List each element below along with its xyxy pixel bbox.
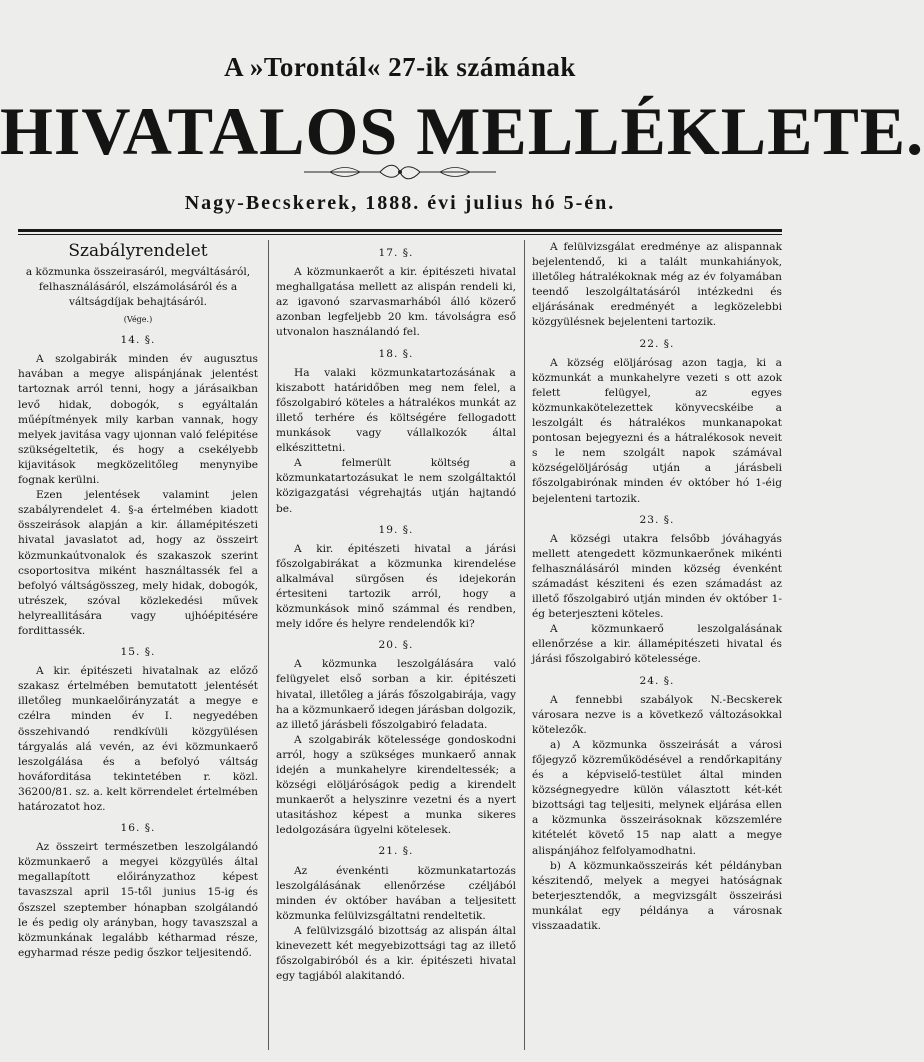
masthead-dateline: Nagy-Becskerek, 1888. évi julius hó 5-én.: [184, 192, 616, 214]
column-divider-2: [524, 240, 525, 1050]
document-subheading: a közmunka összeirasáról, megváltásáról, felhasználásáról, elszámolásáról és a váltságdíjak behajtásáról.: [25, 266, 251, 309]
section-number: 22. §.: [639, 337, 675, 350]
section-number: 21. §.: [378, 845, 414, 858]
section-number: 15. §.: [120, 646, 156, 659]
masthead-subtitle: A »Torontál« 27-ik számának: [224, 52, 576, 82]
paragraph: A fennebbi szabályok N.-Becskerek városara nezve is a következő változásokkal kötelezők.: [532, 693, 782, 736]
paragraph: A felmerült költség a közmunkatartozásukat le nem szolgáltaktól közigazgatási végrehajtás utján hajtandó be.: [276, 457, 516, 515]
section-number: 18. §.: [378, 347, 414, 360]
document-heading: Szabályrendelet: [68, 241, 208, 261]
section-number: 19. §.: [378, 523, 414, 536]
paragraph: A községi utakra felsőbb jóváhagyás mellett atengedett közmunkaerőnek mikénti felhasználásáról minden község évenként számadást késziteni és ezen számadást az illető főszolgabiró utján minden év október 1-ég beterjeszteni köteles.: [532, 532, 782, 621]
header-rule-thin: [18, 234, 782, 235]
paragraph: Az összeirt természetben leszolgálandó közmunkaerő a megyei közgyülés által megallapított előirányzathoz képest tavaszszal april 15-től junius 15-ig és őszszel szeptember hónapban szolgálandó le és pedig oly arányban, hogy tavaszszal a közmunkának legalább kétharmad része, egyharmad része pedig őszkor teljesitendő.: [18, 841, 258, 959]
ornament-divider: [300, 160, 500, 184]
masthead: [0, 0, 924, 232]
paragraph: b) A közmunkaösszeirás két példányban készitendő, melyek a megyei hatóságnak beterjesztendők, a megvizsgált összeirási munkálat egy példánya a városnak visszaadatik.: [532, 859, 782, 933]
paragraph: A község elöljárósag azon tagja, ki a közmunkát a munkahelyre vezeti s ott azok felett felügyel, az egyes közmunkakötelezettek könyvecskéibe a leszolgált és hátralékos munkanapokat pontosan bejegyezni és a hátralékosok neveit s le nem szolgált napok számával községelöljáróság utján a járásbeli főszolgabirónak minden év október hó 1-éig bejelenteni tartozik.: [532, 356, 782, 505]
paragraph: A kir. épitészeti hivatalnak az előző szakasz értelmében bemutatott jelentését illetőleg munkaelőirányzatát a megye e czélra minden év I. negyedében összehivandó rendkívüli közgyülésen tárgyalás alá vevén, az évi közmunkaerő leszolgálása és a befolyó váltság hováforditása tekintetében r. közl. 36200/81. sz. a. kelt körrendelet értelmében határozatot hoz.: [18, 665, 258, 813]
paragraph: A közmunkaerőt a kir. épitészeti hivatal meghallgatása mellett az alispán rendeli ki, az igavonó szarvasmarhából álló közerő azonban legfeljebb 20 km. távolságra eső utvonalon használandó fel.: [276, 266, 516, 339]
paragraph: A szolgabirák kötelessége gondoskodni arról, hogy a szükséges munkaerő annak idején a munkahelyre kirendeltessék; a községi elöljáróságok pedig a kirendelt munkaerőt a helyszinre vezetni és a nyert utasitáshoz képest a munka sikeres ledolgozására ügyelni kötelesek.: [276, 733, 516, 837]
section-number: 14. §.: [120, 334, 156, 347]
paragraph: A szolgabirák minden év augusztus havában a megye alispánjának jelentést tartoznak arról tenni, hogy a járásaikban levő hidak, dobogók, s egyáltalán műépítmények mily karban vannak, hogy melyek javitása vagy ujonnan való felépitése szükségeltetik, és hogy a csekélyebb kijavitások megközelitőleg menynyibe fognak kerülni.: [18, 353, 258, 487]
section-number: 24. §.: [639, 674, 675, 687]
paragraph: A felülvizsgáló bizottság az alispán által kinevezett két megyebizottsági tag az illető főszolgabiróból és a kir. épitészeti hivatal egy tagjából alakitandó.: [276, 924, 516, 983]
column-divider-1: [268, 240, 269, 1050]
paragraph: A kir. épitészeti hivatal a járási főszolgabirákat a közmunka kirendelése alkalmával sürgősen és idejekorán értesiteni tartozik arról, hogy a közmunkások minő számmal és rendben, mely időre és helyre rendelendők ki?: [276, 542, 516, 631]
paragraph: Ezen jelentések valamint jelen szabályrendelet 4. §-a értelmében kiadott összeirások alapján a kir. államépitészeti hivatal javaslatot ad, hogy az összeirt közmunkaútvonalok és szakaszok szerint csoportositva miként használtassék fel a befolyó váltságösszeg, mely hidak, dobogók, utrészek, szóval közlekedési művek helyreallitására vagy ujhóépitésére fordittassék.: [18, 489, 258, 637]
paragraph: Az évenkénti közmunkatartozás leszolgálásának ellenőrzése czéljából minden év október havában a teljesitett közmunka felülvizsgáltatni rendeltetik.: [276, 864, 516, 922]
section-number: 17. §.: [378, 247, 414, 259]
paragraph: A felülvizsgálat eredménye az alispannak bejelentendő, ki a talált munkahiányok, illetőleg hátralékoknak még az év folyamában teendő leszolgáltatásáról intézkedni és eljárásának eredményét a legközelebbi közgyülésnek bejelenteni tartozik.: [532, 241, 782, 329]
paragraph: Ha valaki közmunkatartozásának a kiszabott határidőben meg nem felel, a főszolgabiró köteles a hátralékos munkát az illető terhére és költségére fellogadott munkások vagy vállalkozók által elkészittetni.: [276, 366, 516, 455]
masthead-title: HIVATALOS MELLÉKLETE.: [0, 93, 924, 169]
paragraph: A közmunka leszolgálására való felügyelet első sorban a kir. épitészeti hivatal, illetőleg a járás főszolgabirája, vagy ha a közmunkaerő idegen járásban dolgozik, az illető járásbeli főszolgabiró feladata.: [276, 658, 516, 731]
section-number: 20. §.: [378, 639, 414, 652]
paragraph: a) A közmunka összeirását a városi főjegyző közreműködésével a rendőrkapitány és a képviselő-testület által minden községnegyedre külön választott két-két bizottsági tag teljesiti, melynek eljárása ellen a közmunka összeirásoknak közszemlére kitételét követő 15 nap alatt a megye alispánjához felfolyamodhatni.: [532, 738, 782, 857]
column-1: [18, 240, 258, 1055]
document-note: (Vége.): [123, 315, 153, 325]
paragraph: A közmunkaerő leszolgalásának ellenőrzése a kir. államépitészeti hivatal és járási főszolgabiró kötelessége.: [532, 623, 782, 666]
column-2: [276, 240, 516, 1055]
section-number: 23. §.: [639, 513, 675, 526]
header-rule-thick: [18, 229, 782, 232]
section-number: 16. §.: [120, 822, 156, 835]
column-3: [532, 240, 782, 1055]
